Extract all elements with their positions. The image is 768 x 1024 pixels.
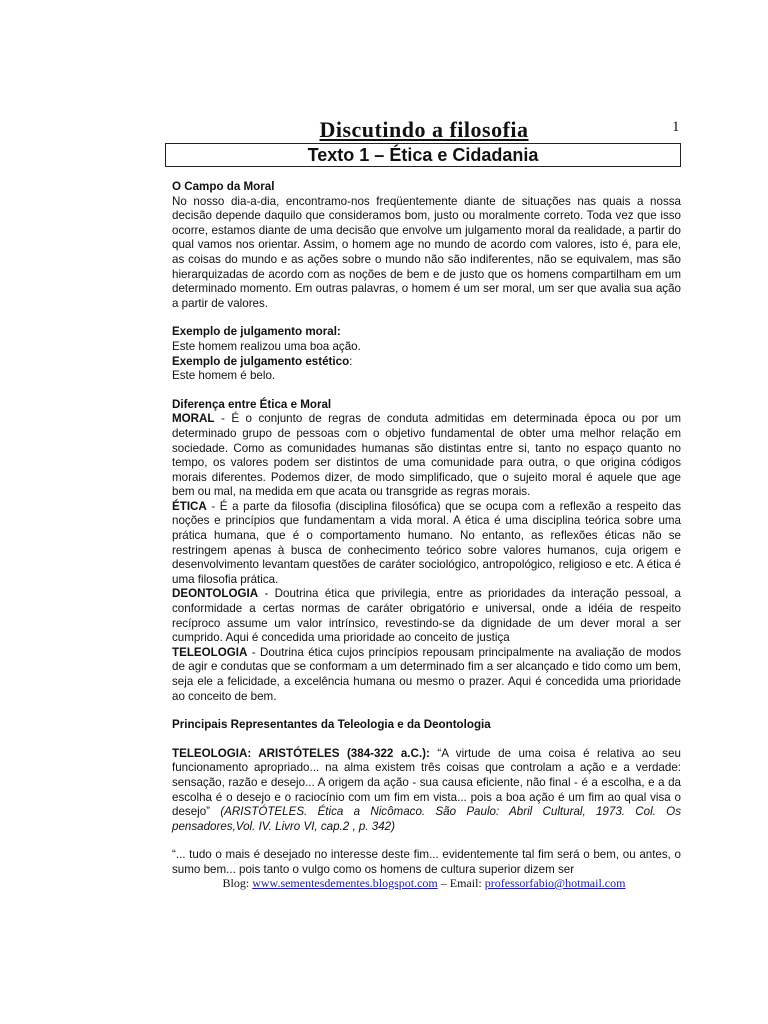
example-moral-heading: Exemplo de julgamento moral: <box>172 325 341 339</box>
aristoteles-quote: “A virtude de uma coisa é relativa ao seu funcionamento apropriado... na alma existem três coisas que controlam a ação e a verdade: sensação, razão e desejo... A origem da ação - sua causa eficiente, não final - é a escolha, e a da escolha é o desejo e o raciocínio com um fim em vista... pois a boa ação é um fim ao qual visa o desejo” <box>172 746 681 819</box>
document-title: Discutindo a filosofia <box>319 117 529 142</box>
quote-continuation: “... tudo o mais é desejado no interesse deste fim... evidentemente tal fim será o bem, ou antes, o sumo bem... pois tanto o vulgo como os homens de cultura superior dizem ser <box>172 848 681 876</box>
aristoteles-quote-paragraph <box>172 747 681 835</box>
footer-separator: – <box>437 876 450 890</box>
aristoteles-lead: TELEOLOGIA: ARISTÓTELES (384-322 a.C.): <box>172 746 430 760</box>
definition-etica <box>172 500 681 588</box>
document-body <box>172 180 681 878</box>
aristoteles-citation: (ARISTÓTELES. Ética a Nicômaco. São Paulo: Abril Cultural, 1973. Col. Os pensadores,Vol. IV. Livro VI, cap.2 , p. 342) <box>172 805 681 833</box>
email-link[interactable]: professorfabio@hotmail.com <box>484 876 626 890</box>
footer-email-label: Email: <box>449 876 485 890</box>
term-teleologia: TELEOLOGIA <box>172 645 248 659</box>
blog-link[interactable]: www.sementesdementes.blogspot.com <box>252 876 438 890</box>
definition-deontologia <box>172 587 681 645</box>
term-deontologia: DEONTOLOGIA <box>172 587 259 601</box>
section-heading-campo-moral: O Campo da Moral <box>172 180 275 193</box>
definition-etica-text: - É a parte da filosofia (disciplina filosófica) que se ocupa com a reflexão a respeito das noções e princípios que fundamentam a vida moral. A ética é uma disciplina teórica sobre uma prática humana, que é o comportamento humano. No entanto, as reflexões éticas não se restringem apenas à busca de conhecimento teórico sobre valores humanos, cuja origem e desenvolvimento levantam questões de caráter sociológico, antropológico, religioso e etc. A ética é uma filosofia prática. <box>172 499 681 586</box>
paragraph-campo-moral: No nosso dia-a-dia, encontramo-nos freqüentemente diante de situações nas quais a nossa decisão depende daquilo que consideramos bom, justo ou moralmente correto. Toda vez que isso ocorre, estamos diante de uma decisão que envolve um julgamento moral da realidade, a partir do qual vamos nos orientar. Assim, o homem age no mundo de acordo com valores, isto é, para ele, as coisas do mundo e as ações sobre o mundo não são indiferentes, não se equivalem, mas são hierarquizadas de acordo com as noções de bem e de justo que os homens compartilham em um determinado momento. Em outras palavras, o homem é um ser moral, um ser que avalia sua ação a partir de valores. <box>172 194 681 310</box>
example-estetico-colon: : <box>349 354 353 368</box>
section-heading-representantes: Principais Representantes da Teleologia e da Deontologia <box>172 718 491 732</box>
page-number: 1 <box>672 119 680 135</box>
term-moral: MORAL <box>172 412 215 426</box>
definition-teleologia-text: - Doutrina ética cujos princípios repousam principalmente na avaliação de modos de agir e condutas que se conformam a um determinado fim a ser alcançado e tido como um bem, seja ele a felicidade, a excelência humana ou mesmo o prazer. Aqui é concedida uma prioridade ao conceito de bem. <box>172 645 681 703</box>
definition-moral-text: - É o conjunto de regras de conduta admitidas em determinada época ou por um determinado grupo de pessoas com o objetivo fundamental de obter uma melhor relação em sociedade. Como as comunidades humanas são distintas entre si, tanto no espaço quanto no tempo, os valores podem ser distintos de uma comunidade para outra, o que origina códigos morais diferentes. Podemos dizer, de modo simplificado, que o sujeito moral é aquele que age bem ou mal, na medida em que acata ou transgride as regras morais. <box>172 412 681 499</box>
section-heading-diferenca: Diferença entre Ética e Moral <box>172 397 332 411</box>
example-estetico-heading: Exemplo de julgamento estético <box>172 354 350 368</box>
page-footer <box>165 876 683 891</box>
text-title-box: Texto 1 – Ética e Cidadania <box>165 143 681 167</box>
example-moral-text: Este homem realizou uma boa ação. <box>172 339 361 353</box>
example-estetico-heading-line <box>172 355 681 370</box>
definition-moral <box>172 412 681 500</box>
definition-deontologia-text: - Doutrina ética que privilegia, entre as prioridades da interação pessoal, a conformidade a certas normas de caráter obrigatório e universal, onde a idéia de respeito recíproco assume um valor intrínsico, revestindo-se da dignidade de um dever moral a ser cumprido. Aqui é concedida uma prioridade ao conceito de justiça <box>172 587 681 645</box>
example-estetico-text: Este homem é belo. <box>172 369 276 383</box>
footer-blog-label: Blog: <box>222 876 253 890</box>
definition-teleologia <box>172 646 681 704</box>
term-etica: ÉTICA <box>172 499 207 513</box>
